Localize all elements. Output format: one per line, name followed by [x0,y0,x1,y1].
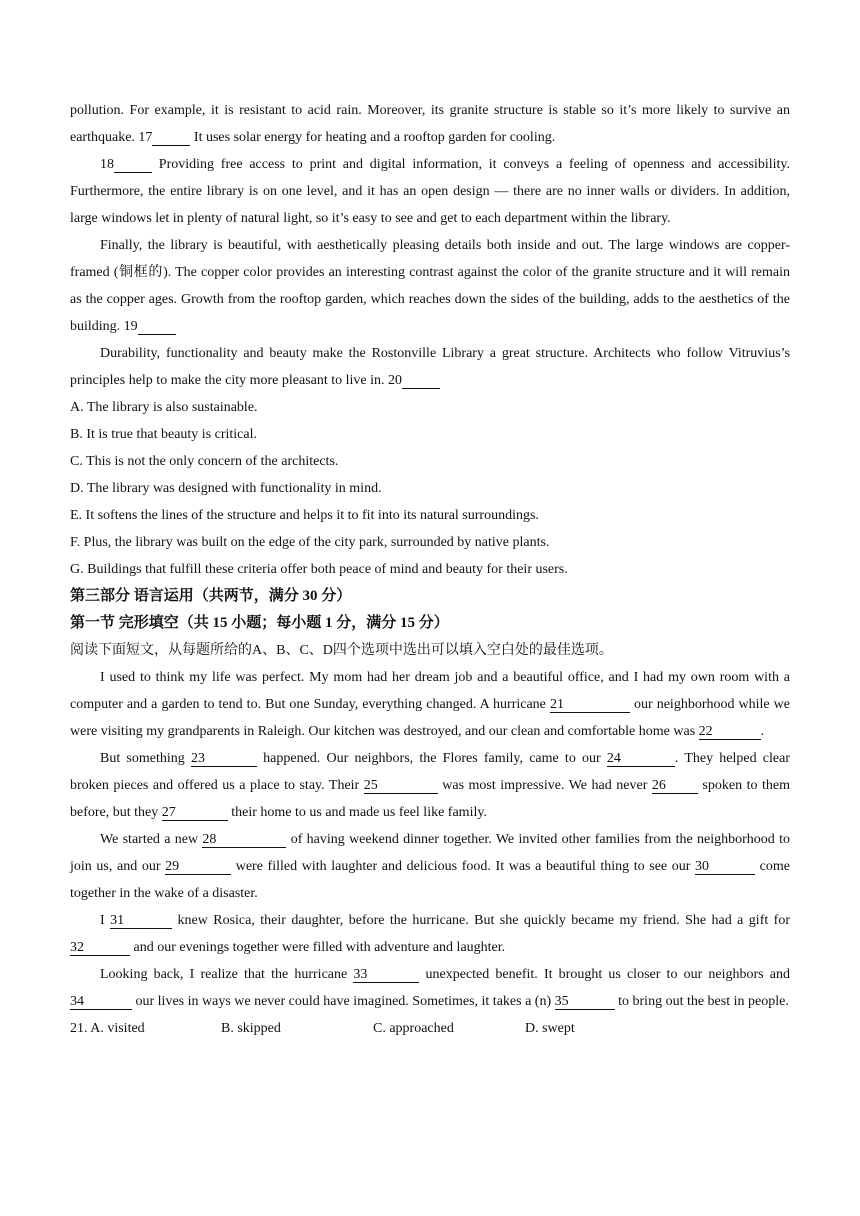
blank-35: 35 [555,994,615,1010]
text: Providing free access to print and digital information, it conveys a feeling of openness and accessibility. Furthermore, the entire library is on one level, and it has an open design — there are no inner walls or dividers. In addition, large windows let in plenty of natural light, so it’s easy to see and get to each department within the library. [70,157,790,226]
option-f: F. Plus, the library was built on the edge of the city park, surrounded by native plants. [70,535,550,550]
q21-option-d: D. swept [525,1021,575,1036]
text: our neighborhood while we were visiting my grandparents in Raleigh. Our kitchen was destroyed, and our clean and comfortable home was [70,697,791,739]
cloze-paragraph-2 [70,745,790,826]
text: It uses solar energy for heating and a rooftop garden for cooling. [190,130,556,145]
text: We started a new [100,832,203,847]
text: to bring out the best in people. [614,994,789,1009]
blank-34: 34 [70,994,132,1010]
option-a: A. The library is also sustainable. [70,400,258,415]
text: Durability, functionality and beauty make the Rostonville Library a great structure. Architects who follow Vitruvius’s principles help to make the city more pleasant to live in. 20 [70,346,790,388]
exam-page [70,97,790,1042]
blank-32: 32 [70,940,130,956]
text: and our evenings together were filled with adventure and laughter. [130,940,506,955]
text: pollution. For example, it is resistant to acid rain. Moreover, its granite structure is stable so it’s more likely to survive an earthquake. 17 [70,103,790,145]
cloze-paragraph-4 [70,907,790,961]
blank-25: 25 [364,778,438,794]
text: But something [100,751,191,766]
answer-blank-20 [402,373,440,389]
text: . They helped clear broken pieces and offered us a place to stay. Their [70,751,790,793]
blank-29: 29 [165,859,231,875]
answer-blank-18 [114,157,152,173]
passage-paragraph-2 [70,151,790,232]
text: happened. Our neighbors, the Flores family, came to our [256,751,607,766]
blank-28: 28 [202,832,286,848]
passage-paragraph-1 [70,97,790,151]
text: unexpected benefit. It brought us closer to our neighbors and [419,967,791,982]
blank-31: 31 [110,913,172,929]
cloze-paragraph-1 [70,664,790,745]
blank-22: 22 [699,724,761,740]
blank-27: 27 [162,805,228,821]
text: our lives in ways we never could have imagined. Sometimes, it takes a (n) [132,994,555,1009]
text: . [760,724,765,739]
cloze-paragraph-5 [70,961,790,1015]
blank-21: 21 [550,697,630,713]
text: spoken to them before, but they [70,778,790,820]
blank-26: 26 [652,778,698,794]
answer-blank-19 [138,319,176,335]
answer-blank-17 [152,130,190,146]
section-3-1-title: 第一节 完形填空（共 15 小题；每小题 1 分，满分 15 分） [70,615,449,631]
question-21-options [70,1015,790,1042]
text: Finally, the library is beautiful, with aesthetically pleasing details both inside and out. The large windows are copper-framed (铜框的). The copper color provides an interesting contrast against the color of the granite structure and it will remain as the copper ages. Growth from the rooftop garden, which reaches down the sides of the building, adds to the aesthetics of the building. 19 [70,238,790,334]
text: was most impressive. We had never [437,778,652,793]
option-d: D. The library was designed with functionality in mind. [70,481,382,496]
text: were filled with laughter and delicious food. It was a beautiful thing to see our [231,859,696,874]
option-b: B. It is true that beauty is critical. [70,427,258,442]
option-c: C. This is not the only concern of the architects. [70,454,339,469]
blank-30: 30 [695,859,755,875]
option-g: G. Buildings that fulfill these criteria offer both peace of mind and beauty for their users. [70,562,568,577]
text: their home to us and made us feel like family. [227,805,487,820]
text: Looking back, I realize that the hurricane [100,967,354,982]
q21-option-c: C. approached [373,1021,454,1036]
blank-24: 24 [607,751,675,767]
blank-33: 33 [353,967,419,983]
option-e: E. It softens the lines of the structure and helps it to fit into its natural surroundings. [70,508,539,523]
text: 18 [100,157,114,172]
q21-option-a: 21. A. visited [70,1021,145,1036]
text: I [100,913,111,928]
section-3-title: 第三部分 语言运用（共两节，满分 30 分） [70,588,352,604]
cloze-paragraph-3 [70,826,790,907]
passage-paragraph-4 [70,340,790,394]
q21-option-b: B. skipped [221,1021,281,1036]
blank-23: 23 [191,751,257,767]
instruction: 阅读下面短文，从每题所给的A、B、C、D四个选项中选出可以填入空白处的最佳选项。 [70,643,613,658]
text: knew Rosica, their daughter, before the hurricane. But she quickly became my friend. She had a gift for [172,913,790,928]
passage-paragraph-3 [70,232,790,340]
text: I used to think my life was perfect. My mom had her dream job and a beautiful office, and I had my own room with a computer and a garden to tend to. But one Sunday, everything changed. A hurricane [70,670,790,712]
text: of having weekend dinner together. We invited other families from the neighborhood to join us, and our [70,832,790,874]
text: come together in the wake of a disaster. [70,859,790,901]
